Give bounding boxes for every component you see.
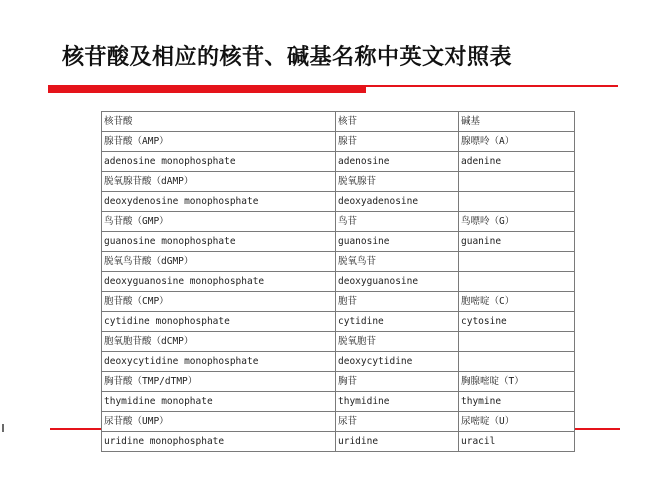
nucleotide-cell: deoxydenosine monophosphate: [102, 192, 336, 212]
base-cell: 尿嘧啶（U）: [459, 412, 575, 432]
nucleotide-cell: adenosine monophosphate: [102, 152, 336, 172]
base-cell: 腺嘌呤（A）: [459, 132, 575, 152]
base-cell: [459, 352, 575, 372]
nucleoside-cell: uridine: [336, 432, 459, 452]
footer-line-right: [574, 428, 620, 430]
page-title: 核苷酸及相应的核苷、碱基名称中英文对照表: [62, 45, 513, 70]
nucleoside-cell: cytidine: [336, 312, 459, 332]
nucleotide-cell: deoxyguanosine monophosphate: [102, 272, 336, 292]
nucleotide-cell: 胸苷酸（TMP/dTMP）: [102, 372, 336, 392]
nucleotide-cell: 脱氧腺苷酸（dAMP）: [102, 172, 336, 192]
table-row: [102, 212, 575, 232]
nucleoside-cell: deoxycytidine: [336, 352, 459, 372]
table-row: [102, 292, 575, 312]
table-row: [102, 272, 575, 292]
nucleoside-cell: 脱氧胞苷: [336, 332, 459, 352]
base-cell: 鸟嘌呤（G）: [459, 212, 575, 232]
table-row: [102, 192, 575, 212]
table-row: [102, 312, 575, 332]
edge-mark: [2, 424, 4, 432]
base-cell: guanine: [459, 232, 575, 252]
nucleotide-cell: deoxycytidine monophosphate: [102, 352, 336, 372]
nucleotide-cell: 核苷酸: [102, 112, 336, 132]
table-row: [102, 152, 575, 172]
table-row: [102, 412, 575, 432]
base-cell: [459, 272, 575, 292]
nucleoside-cell: 鸟苷: [336, 212, 459, 232]
nucleoside-cell: deoxyadenosine: [336, 192, 459, 212]
table-row: [102, 392, 575, 412]
table-row: [102, 432, 575, 452]
table-row: [102, 132, 575, 152]
table-row: [102, 372, 575, 392]
base-cell: cytosine: [459, 312, 575, 332]
table-row: [102, 352, 575, 372]
table-row: [102, 172, 575, 192]
base-cell: thymine: [459, 392, 575, 412]
nucleotide-cell: 胞氧胞苷酸（dCMP）: [102, 332, 336, 352]
base-cell: 胞嘧啶（C）: [459, 292, 575, 312]
base-cell: 胸腺嘧啶（T）: [459, 372, 575, 392]
nucleotide-cell: cytidine monophosphate: [102, 312, 336, 332]
nucleoside-cell: 腺苷: [336, 132, 459, 152]
nucleotide-cell: 胞苷酸（CMP）: [102, 292, 336, 312]
table-row: [102, 252, 575, 272]
base-cell: [459, 172, 575, 192]
base-cell: [459, 252, 575, 272]
table-row: [102, 332, 575, 352]
title-underline-thick: [48, 87, 366, 93]
nucleotide-cell: guanosine monophosphate: [102, 232, 336, 252]
nucleotide-cell: thymidine monophate: [102, 392, 336, 412]
table-row: [102, 232, 575, 252]
nucleoside-cell: 脱氧腺苷: [336, 172, 459, 192]
nucleoside-cell: 尿苷: [336, 412, 459, 432]
nucleotide-cell: 腺苷酸（AMP）: [102, 132, 336, 152]
nucleoside-cell: 胸苷: [336, 372, 459, 392]
nucleoside-cell: adenosine: [336, 152, 459, 172]
nucleoside-cell: 胞苷: [336, 292, 459, 312]
nucleotide-cell: 尿苷酸（UMP）: [102, 412, 336, 432]
base-cell: [459, 192, 575, 212]
nucleoside-cell: deoxyguanosine: [336, 272, 459, 292]
nucleoside-cell: 核苷: [336, 112, 459, 132]
base-cell: uracil: [459, 432, 575, 452]
nucleotide-name-table: [101, 111, 575, 452]
footer-line-left: [50, 428, 102, 430]
base-cell: [459, 332, 575, 352]
base-cell: 碱基: [459, 112, 575, 132]
nucleotide-cell: 鸟苷酸（GMP）: [102, 212, 336, 232]
nucleoside-cell: 脱氧鸟苷: [336, 252, 459, 272]
nucleoside-cell: thymidine: [336, 392, 459, 412]
nucleoside-cell: guanosine: [336, 232, 459, 252]
base-cell: adenine: [459, 152, 575, 172]
nucleotide-cell: uridine monophosphate: [102, 432, 336, 452]
table-row: [102, 112, 575, 132]
nucleotide-cell: 脱氧鸟苷酸（dGMP）: [102, 252, 336, 272]
